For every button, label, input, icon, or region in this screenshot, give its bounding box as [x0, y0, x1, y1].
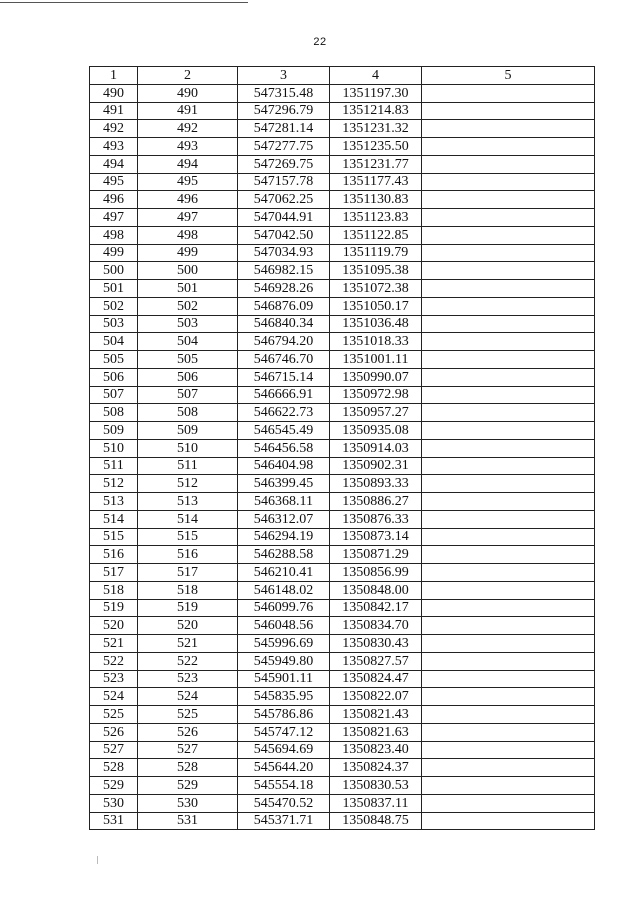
- table-row: [90, 812, 595, 830]
- table-cell: 546404.98: [238, 457, 330, 475]
- table-cell: 545901.11: [238, 670, 330, 688]
- table-cell: 1350972.98: [330, 386, 422, 404]
- table-row: [90, 439, 595, 457]
- table-cell: 1350824.47: [330, 670, 422, 688]
- table-cell: [422, 599, 595, 617]
- table-cell: [422, 333, 595, 351]
- table-cell: 1351072.38: [330, 280, 422, 298]
- table-cell: [422, 528, 595, 546]
- table-cell: 497: [90, 209, 138, 227]
- table-cell: 546288.58: [238, 546, 330, 564]
- table-cell: 1350935.08: [330, 422, 422, 440]
- table-cell: 547042.50: [238, 226, 330, 244]
- table-cell: 1351095.38: [330, 262, 422, 280]
- table-cell: 1350876.33: [330, 510, 422, 528]
- table-cell: 547044.91: [238, 209, 330, 227]
- table-row: [90, 368, 595, 386]
- table-cell: [422, 457, 595, 475]
- table-header-row: [90, 67, 595, 85]
- table-row: [90, 635, 595, 653]
- table-cell: 520: [90, 617, 138, 635]
- table-cell: 506: [90, 368, 138, 386]
- table-cell: 515: [138, 528, 238, 546]
- table-cell: 547296.79: [238, 102, 330, 120]
- table-cell: 495: [138, 173, 238, 191]
- table-cell: 545371.71: [238, 812, 330, 830]
- table-cell: 496: [138, 191, 238, 209]
- table-cell: 523: [90, 670, 138, 688]
- table-row: [90, 138, 595, 156]
- table-cell: [422, 191, 595, 209]
- table-row: [90, 333, 595, 351]
- table-cell: 500: [90, 262, 138, 280]
- table-cell: 505: [138, 351, 238, 369]
- table-cell: 546456.58: [238, 439, 330, 457]
- table-cell: 545996.69: [238, 635, 330, 653]
- table-cell: 499: [138, 244, 238, 262]
- column-header: 5: [422, 67, 595, 85]
- table-cell: 545786.86: [238, 706, 330, 724]
- table-cell: 545949.80: [238, 652, 330, 670]
- table-row: [90, 244, 595, 262]
- table-cell: 1350830.43: [330, 635, 422, 653]
- table-cell: 1350914.03: [330, 439, 422, 457]
- table-cell: [422, 493, 595, 511]
- table-cell: 525: [90, 706, 138, 724]
- table-cell: 1351231.77: [330, 155, 422, 173]
- table-cell: 504: [90, 333, 138, 351]
- table-row: [90, 351, 595, 369]
- table-cell: 1351197.30: [330, 84, 422, 102]
- table-cell: 507: [90, 386, 138, 404]
- table-row: [90, 155, 595, 173]
- table-row: [90, 741, 595, 759]
- table-cell: 502: [90, 297, 138, 315]
- table-cell: [422, 635, 595, 653]
- table-cell: [422, 794, 595, 812]
- table-cell: 510: [90, 439, 138, 457]
- table-cell: 502: [138, 297, 238, 315]
- table-cell: 1350990.07: [330, 368, 422, 386]
- table-cell: 545694.69: [238, 741, 330, 759]
- table-cell: [422, 706, 595, 724]
- column-header: 3: [238, 67, 330, 85]
- table-cell: 499: [90, 244, 138, 262]
- table-cell: 546399.45: [238, 475, 330, 493]
- table-cell: 523: [138, 670, 238, 688]
- table-cell: 1350827.57: [330, 652, 422, 670]
- table-cell: 546148.02: [238, 581, 330, 599]
- table-cell: [422, 155, 595, 173]
- table-cell: [422, 546, 595, 564]
- table-cell: [422, 262, 595, 280]
- table-cell: 496: [90, 191, 138, 209]
- table-cell: 490: [90, 84, 138, 102]
- table-cell: 519: [138, 599, 238, 617]
- table-cell: 509: [138, 422, 238, 440]
- table-cell: 547062.25: [238, 191, 330, 209]
- table-cell: [422, 741, 595, 759]
- table-cell: 1351177.43: [330, 173, 422, 191]
- table-row: [90, 510, 595, 528]
- table-cell: 492: [90, 120, 138, 138]
- table-row: [90, 191, 595, 209]
- table-cell: 511: [138, 457, 238, 475]
- table-row: [90, 209, 595, 227]
- table-row: [90, 404, 595, 422]
- table-row: [90, 759, 595, 777]
- table-cell: 546746.70: [238, 351, 330, 369]
- table-cell: 1351235.50: [330, 138, 422, 156]
- table-row: [90, 475, 595, 493]
- table-cell: 513: [138, 493, 238, 511]
- table-cell: 546048.56: [238, 617, 330, 635]
- table-cell: 546715.14: [238, 368, 330, 386]
- table-cell: 531: [138, 812, 238, 830]
- table-cell: 530: [138, 794, 238, 812]
- table-cell: 511: [90, 457, 138, 475]
- table-cell: 547157.78: [238, 173, 330, 191]
- table-cell: 512: [90, 475, 138, 493]
- table-cell: [422, 510, 595, 528]
- table-cell: 1351123.83: [330, 209, 422, 227]
- table-cell: 1351018.33: [330, 333, 422, 351]
- table-cell: 530: [90, 794, 138, 812]
- table-cell: 1351036.48: [330, 315, 422, 333]
- table-cell: 501: [138, 280, 238, 298]
- table-cell: 498: [90, 226, 138, 244]
- table-cell: [422, 102, 595, 120]
- table-cell: 546294.19: [238, 528, 330, 546]
- table-cell: [422, 475, 595, 493]
- header-rule: [0, 2, 248, 3]
- table-cell: 546545.49: [238, 422, 330, 440]
- table-cell: 547034.93: [238, 244, 330, 262]
- table-cell: 1351231.32: [330, 120, 422, 138]
- table-cell: 1350848.00: [330, 581, 422, 599]
- table-cell: 494: [138, 155, 238, 173]
- table-cell: [422, 138, 595, 156]
- table-cell: [422, 386, 595, 404]
- table-row: [90, 493, 595, 511]
- table-cell: 1350822.07: [330, 688, 422, 706]
- table-cell: [422, 173, 595, 191]
- table-cell: [422, 581, 595, 599]
- table-cell: 1350886.27: [330, 493, 422, 511]
- table-cell: 524: [138, 688, 238, 706]
- table-row: [90, 617, 595, 635]
- table-cell: 1350830.53: [330, 777, 422, 795]
- table-cell: 546840.34: [238, 315, 330, 333]
- table-cell: 498: [138, 226, 238, 244]
- table-cell: [422, 226, 595, 244]
- table-row: [90, 581, 595, 599]
- table-cell: 1350902.31: [330, 457, 422, 475]
- table-cell: 521: [138, 635, 238, 653]
- table-cell: 547281.14: [238, 120, 330, 138]
- table-cell: 1350893.33: [330, 475, 422, 493]
- table-row: [90, 688, 595, 706]
- table-row: [90, 457, 595, 475]
- table-cell: 513: [90, 493, 138, 511]
- table-cell: 1350842.17: [330, 599, 422, 617]
- table-row: [90, 280, 595, 298]
- table-cell: 497: [138, 209, 238, 227]
- table-cell: 501: [90, 280, 138, 298]
- table-cell: 1351130.83: [330, 191, 422, 209]
- table-cell: 491: [90, 102, 138, 120]
- table-cell: 527: [138, 741, 238, 759]
- table-cell: 1350837.11: [330, 794, 422, 812]
- table-cell: 1350873.14: [330, 528, 422, 546]
- table-cell: 1350848.75: [330, 812, 422, 830]
- table-cell: [422, 280, 595, 298]
- table-row: [90, 670, 595, 688]
- table-cell: 529: [138, 777, 238, 795]
- table-row: [90, 706, 595, 724]
- table-cell: [422, 120, 595, 138]
- table-row: [90, 315, 595, 333]
- table-row: [90, 120, 595, 138]
- table-cell: 512: [138, 475, 238, 493]
- table-cell: 529: [90, 777, 138, 795]
- table-cell: 546622.73: [238, 404, 330, 422]
- table-cell: 520: [138, 617, 238, 635]
- table-cell: 1351119.79: [330, 244, 422, 262]
- table-cell: 546794.20: [238, 333, 330, 351]
- table-cell: [422, 368, 595, 386]
- table-cell: 545470.52: [238, 794, 330, 812]
- column-header: 4: [330, 67, 422, 85]
- table-cell: 505: [90, 351, 138, 369]
- table-cell: 508: [138, 404, 238, 422]
- table-body: [90, 84, 595, 830]
- table-cell: 506: [138, 368, 238, 386]
- table-cell: 524: [90, 688, 138, 706]
- table-cell: 508: [90, 404, 138, 422]
- table-cell: 490: [138, 84, 238, 102]
- table-cell: 526: [90, 723, 138, 741]
- table-cell: 528: [138, 759, 238, 777]
- table-cell: 1350821.43: [330, 706, 422, 724]
- table-cell: 1350856.99: [330, 564, 422, 582]
- table-cell: 519: [90, 599, 138, 617]
- table-cell: 545554.18: [238, 777, 330, 795]
- table-cell: [422, 688, 595, 706]
- table-cell: [422, 351, 595, 369]
- table-cell: 517: [90, 564, 138, 582]
- table-cell: 522: [90, 652, 138, 670]
- table-cell: 546928.26: [238, 280, 330, 298]
- table-row: [90, 599, 595, 617]
- table-cell: [422, 777, 595, 795]
- table-cell: [422, 564, 595, 582]
- table-row: [90, 84, 595, 102]
- table-cell: 545644.20: [238, 759, 330, 777]
- table-row: [90, 794, 595, 812]
- table-row: [90, 723, 595, 741]
- table-cell: 518: [90, 581, 138, 599]
- table-cell: [422, 297, 595, 315]
- table-cell: [422, 404, 595, 422]
- table-cell: 500: [138, 262, 238, 280]
- table-row: [90, 564, 595, 582]
- table-cell: 494: [90, 155, 138, 173]
- table-cell: 1351050.17: [330, 297, 422, 315]
- table-cell: 1351214.83: [330, 102, 422, 120]
- table-cell: 518: [138, 581, 238, 599]
- table-cell: 1351122.85: [330, 226, 422, 244]
- table-cell: 547277.75: [238, 138, 330, 156]
- table-cell: 1350821.63: [330, 723, 422, 741]
- table-row: [90, 173, 595, 191]
- table-row: [90, 386, 595, 404]
- table-cell: 504: [138, 333, 238, 351]
- table-cell: 547269.75: [238, 155, 330, 173]
- coordinates-table: [89, 66, 595, 830]
- table-cell: [422, 209, 595, 227]
- table-cell: 1350834.70: [330, 617, 422, 635]
- table-row: [90, 422, 595, 440]
- table-cell: [422, 422, 595, 440]
- table-cell: 1350957.27: [330, 404, 422, 422]
- table-cell: 491: [138, 102, 238, 120]
- table-cell: 1350871.29: [330, 546, 422, 564]
- table-cell: 516: [90, 546, 138, 564]
- table-cell: [422, 439, 595, 457]
- table-cell: 546876.09: [238, 297, 330, 315]
- scan-mark: [97, 856, 98, 864]
- table-cell: 526: [138, 723, 238, 741]
- table-cell: 493: [138, 138, 238, 156]
- table-cell: 522: [138, 652, 238, 670]
- table-cell: 546210.41: [238, 564, 330, 582]
- table-cell: [422, 723, 595, 741]
- table-cell: 1350823.40: [330, 741, 422, 759]
- table-row: [90, 528, 595, 546]
- table-cell: 510: [138, 439, 238, 457]
- table-cell: 1350824.37: [330, 759, 422, 777]
- table-cell: 521: [90, 635, 138, 653]
- table-row: [90, 777, 595, 795]
- table-cell: 547315.48: [238, 84, 330, 102]
- table-row: [90, 226, 595, 244]
- table-cell: [422, 812, 595, 830]
- page-number: 22: [313, 36, 327, 48]
- table-cell: [422, 617, 595, 635]
- column-header: 2: [138, 67, 238, 85]
- table-cell: 525: [138, 706, 238, 724]
- column-header: 1: [90, 67, 138, 85]
- table-row: [90, 546, 595, 564]
- table-cell: 515: [90, 528, 138, 546]
- table-row: [90, 102, 595, 120]
- table-cell: [422, 244, 595, 262]
- table-cell: 509: [90, 422, 138, 440]
- table-cell: 546368.11: [238, 493, 330, 511]
- table-cell: 545835.95: [238, 688, 330, 706]
- table-cell: [422, 84, 595, 102]
- table-cell: 517: [138, 564, 238, 582]
- table-cell: 514: [138, 510, 238, 528]
- table-cell: [422, 652, 595, 670]
- table-row: [90, 297, 595, 315]
- table-cell: 516: [138, 546, 238, 564]
- table-cell: 493: [90, 138, 138, 156]
- table-cell: 503: [138, 315, 238, 333]
- table-cell: [422, 759, 595, 777]
- table-cell: 546982.15: [238, 262, 330, 280]
- table-cell: 503: [90, 315, 138, 333]
- table-cell: 545747.12: [238, 723, 330, 741]
- table-cell: [422, 670, 595, 688]
- table-cell: [422, 315, 595, 333]
- table-cell: 492: [138, 120, 238, 138]
- table-cell: 1351001.11: [330, 351, 422, 369]
- table-cell: 546312.07: [238, 510, 330, 528]
- table-cell: 527: [90, 741, 138, 759]
- table-cell: 514: [90, 510, 138, 528]
- table-row: [90, 652, 595, 670]
- table-cell: 531: [90, 812, 138, 830]
- table-cell: 528: [90, 759, 138, 777]
- table-cell: 495: [90, 173, 138, 191]
- table-cell: 546099.76: [238, 599, 330, 617]
- table-cell: 546666.91: [238, 386, 330, 404]
- table-cell: 507: [138, 386, 238, 404]
- table-row: [90, 262, 595, 280]
